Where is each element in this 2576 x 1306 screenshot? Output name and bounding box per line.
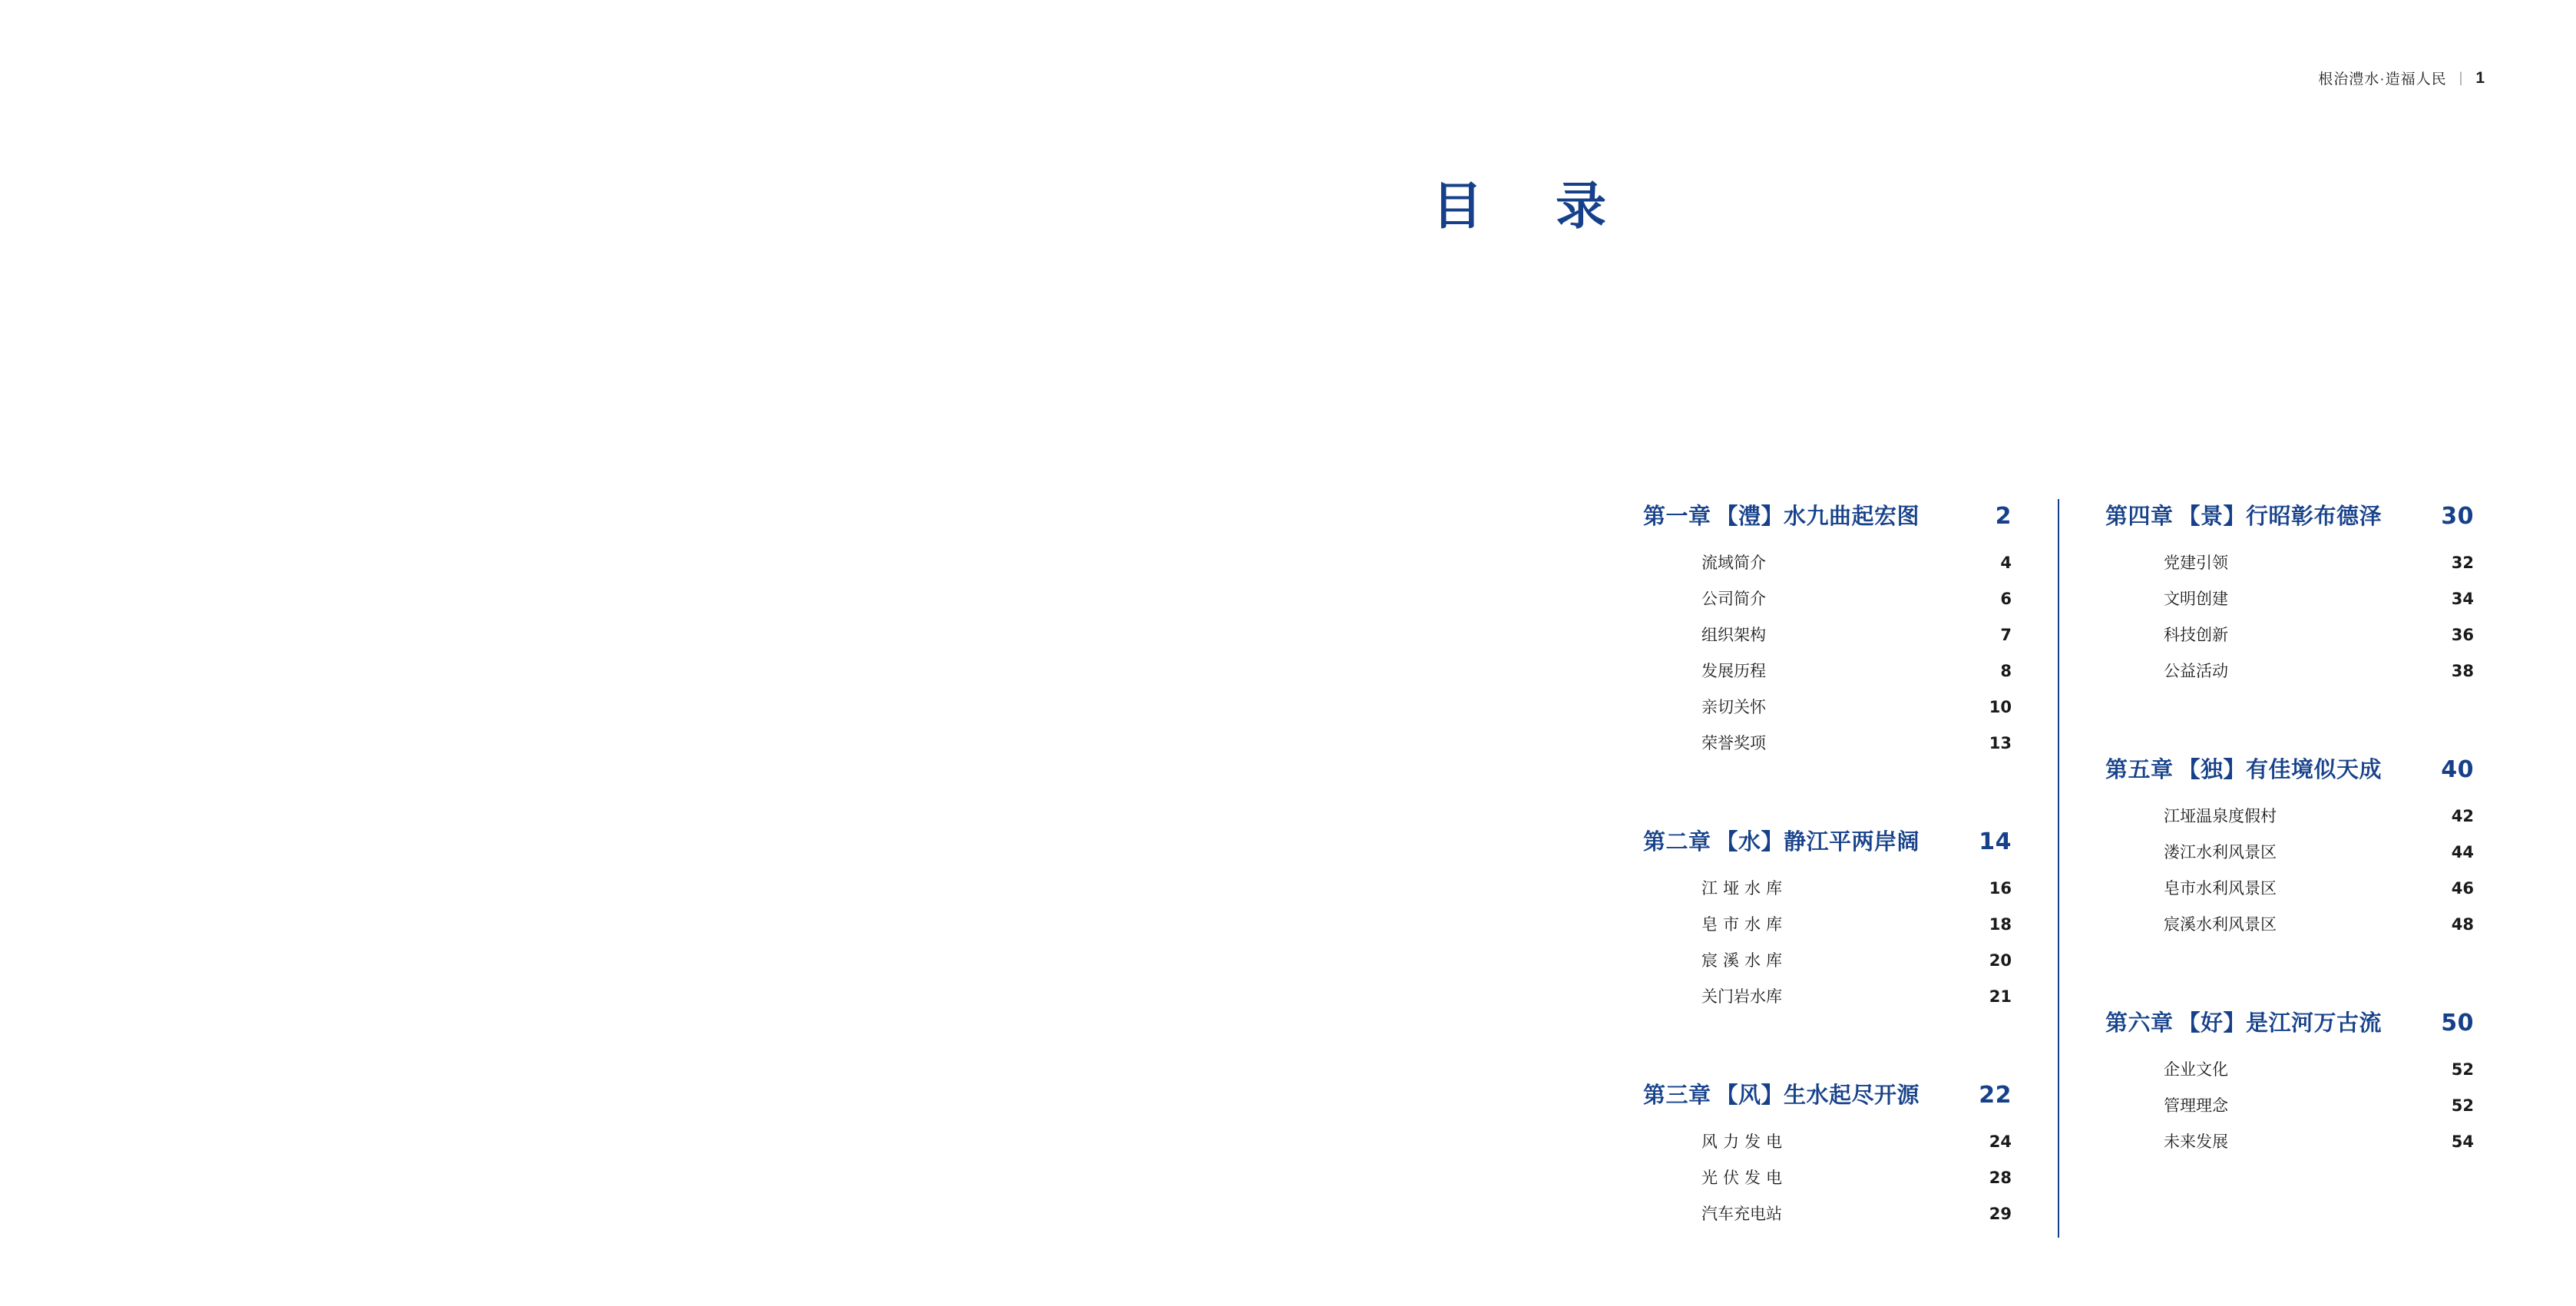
toc-entry-page: 34 bbox=[2451, 590, 2474, 608]
toc-chapter[interactable] bbox=[1643, 825, 2012, 1007]
toc-entry-list bbox=[1643, 1129, 2012, 1225]
chapter-title: 【好】是江河万古流 bbox=[2178, 1010, 2383, 1036]
toc-entry-label: 荣誉奖项 bbox=[1701, 734, 1766, 752]
toc-entry[interactable] bbox=[1701, 731, 2012, 754]
chapter-page-number: 50 bbox=[2441, 1010, 2474, 1037]
chapter-number: 第一章 bbox=[1643, 503, 1711, 529]
running-header-page-number: 1 bbox=[2475, 68, 2485, 87]
toc-entry[interactable] bbox=[2164, 587, 2474, 610]
toc-entry-label: 管理理念 bbox=[2164, 1096, 2228, 1115]
chapter-title: 【独】有佳境似天成 bbox=[2178, 756, 2383, 782]
toc-entry-label: 皂市水库 bbox=[1701, 915, 1787, 934]
toc-chapter-heading[interactable] bbox=[1643, 499, 2012, 531]
toc-entry-page: 42 bbox=[2451, 807, 2474, 825]
toc-entry[interactable] bbox=[2164, 1129, 2474, 1152]
toc-entry-label: 亲切关怀 bbox=[1701, 698, 1766, 716]
toc-entry-list bbox=[2105, 804, 2474, 935]
running-header bbox=[2318, 68, 2485, 88]
toc-entry[interactable] bbox=[1701, 876, 2012, 899]
toc-chapter[interactable] bbox=[2105, 1006, 2474, 1152]
toc-entry-label: 汽车充电站 bbox=[1701, 1205, 1782, 1223]
toc-entry[interactable] bbox=[1701, 623, 2012, 646]
toc-entry-label: 党建引领 bbox=[2164, 554, 2228, 572]
chapter-page-number: 2 bbox=[1995, 503, 2012, 530]
toc-column-right bbox=[2058, 499, 2474, 1238]
toc-entry[interactable] bbox=[1701, 1202, 2012, 1225]
toc-entry-page: 8 bbox=[2000, 662, 2012, 680]
toc-chapter-heading[interactable] bbox=[2105, 499, 2474, 531]
toc-entry-page: 29 bbox=[1989, 1205, 2012, 1223]
toc-entry-page: 16 bbox=[1989, 879, 2012, 898]
toc-entry-page: 46 bbox=[2451, 879, 2474, 898]
toc-entry-label: 公司简介 bbox=[1701, 590, 1766, 608]
toc-entry-label: 科技创新 bbox=[2164, 626, 2228, 644]
toc-entry-label: 关门岩水库 bbox=[1701, 987, 1782, 1006]
toc-entry-page: 13 bbox=[1989, 734, 2012, 752]
toc-entry-page: 48 bbox=[2451, 915, 2474, 934]
toc-chapter[interactable] bbox=[1643, 499, 2012, 754]
toc-entry-page: 7 bbox=[2000, 626, 2012, 644]
toc-entry-page: 38 bbox=[2451, 662, 2474, 680]
toc-entry-page: 44 bbox=[2451, 843, 2474, 861]
toc-entry[interactable] bbox=[1701, 984, 2012, 1007]
toc-entry[interactable] bbox=[1701, 912, 2012, 935]
toc-entry-label: 宸溪水库 bbox=[1701, 951, 1787, 970]
chapter-title: 【水】静江平两岸阔 bbox=[1715, 828, 1920, 855]
chapter-title: 【澧】水九曲起宏图 bbox=[1715, 503, 1920, 529]
toc-entry-label: 企业文化 bbox=[2164, 1060, 2228, 1079]
toc-entry[interactable] bbox=[2164, 1057, 2474, 1080]
toc-columns bbox=[1643, 499, 2503, 1238]
toc-entry-label: 皂市水利风景区 bbox=[2164, 879, 2277, 898]
chapter-page-number: 30 bbox=[2441, 503, 2474, 530]
running-header-text: 根治澧水·造福人民 bbox=[2318, 71, 2447, 88]
toc-entry-label: 发展历程 bbox=[1701, 662, 1766, 680]
toc-entry[interactable] bbox=[1701, 1129, 2012, 1152]
toc-entry[interactable] bbox=[2164, 912, 2474, 935]
chapter-number: 第四章 bbox=[2105, 503, 2174, 529]
toc-chapter-heading[interactable] bbox=[1643, 1078, 2012, 1109]
toc-entry[interactable] bbox=[1701, 1165, 2012, 1189]
toc-entry[interactable] bbox=[1701, 695, 2012, 718]
toc-entry-page: 20 bbox=[1989, 951, 2012, 970]
toc-entry-page: 18 bbox=[1989, 915, 2012, 934]
chapter-number: 第五章 bbox=[2105, 756, 2174, 782]
toc-entry-label: 光伏发电 bbox=[1701, 1169, 1787, 1187]
toc-entry[interactable] bbox=[2164, 551, 2474, 574]
toc-entry[interactable] bbox=[1701, 948, 2012, 971]
toc-chapter-heading[interactable] bbox=[2105, 1006, 2474, 1037]
toc-entry-label: 文明创建 bbox=[2164, 590, 2228, 608]
toc-chapter[interactable] bbox=[2105, 752, 2474, 935]
toc-entry-page: 54 bbox=[2451, 1132, 2474, 1151]
toc-entry-page: 32 bbox=[2451, 554, 2474, 572]
toc-entry-list bbox=[1643, 551, 2012, 754]
toc-entry-page: 4 bbox=[2000, 554, 2012, 572]
chapter-title: 【风】生水起尽开源 bbox=[1715, 1082, 1920, 1108]
toc-entry-label: 组织架构 bbox=[1701, 626, 1766, 644]
toc-chapter-heading[interactable] bbox=[1643, 825, 2012, 856]
toc-entry-page: 10 bbox=[1989, 698, 2012, 716]
toc-entry[interactable] bbox=[2164, 804, 2474, 827]
toc-entry-page: 6 bbox=[2000, 590, 2012, 608]
toc-entry-page: 36 bbox=[2451, 626, 2474, 644]
toc-entry[interactable] bbox=[2164, 876, 2474, 899]
chapter-page-number: 40 bbox=[2441, 756, 2474, 783]
toc-chapter[interactable] bbox=[2105, 499, 2474, 682]
chapter-number: 第二章 bbox=[1643, 828, 1711, 855]
toc-entry-label: 溇江水利风景区 bbox=[2164, 843, 2277, 861]
toc-chapter[interactable] bbox=[1643, 1078, 2012, 1225]
toc-entry[interactable] bbox=[2164, 623, 2474, 646]
toc-chapter-heading[interactable] bbox=[2105, 752, 2474, 784]
toc-column-left bbox=[1643, 499, 2058, 1238]
toc-entry-list bbox=[2105, 551, 2474, 682]
toc-entry-page: 24 bbox=[1989, 1132, 2012, 1151]
toc-entry-label: 江垭温泉度假村 bbox=[2164, 807, 2277, 825]
toc-entry[interactable] bbox=[1701, 659, 2012, 682]
toc-entry[interactable] bbox=[1701, 551, 2012, 574]
toc-entry-label: 江垭水库 bbox=[1701, 879, 1787, 898]
page-title: 目 录 bbox=[1432, 177, 1634, 236]
chapter-page-number: 22 bbox=[1979, 1082, 2012, 1109]
toc-entry[interactable] bbox=[1701, 587, 2012, 610]
toc-entry[interactable] bbox=[2164, 659, 2474, 682]
toc-entry[interactable] bbox=[2164, 1093, 2474, 1116]
toc-entry-page: 52 bbox=[2451, 1096, 2474, 1115]
toc-entry-label: 公益活动 bbox=[2164, 662, 2228, 680]
toc-entry-page: 21 bbox=[1989, 987, 2012, 1006]
running-header-separator: | bbox=[2459, 70, 2464, 85]
chapter-number: 第三章 bbox=[1643, 1082, 1711, 1108]
chapter-page-number: 14 bbox=[1979, 828, 2012, 855]
toc-entry-page: 28 bbox=[1989, 1169, 2012, 1187]
toc-entry-list bbox=[2105, 1057, 2474, 1152]
toc-entry-label: 未来发展 bbox=[2164, 1132, 2228, 1151]
toc-entry[interactable] bbox=[2164, 840, 2474, 863]
toc-entry-label: 宸溪水利风景区 bbox=[2164, 915, 2277, 934]
chapter-title: 【景】行昭彰布德泽 bbox=[2178, 503, 2383, 529]
toc-entry-list bbox=[1643, 876, 2012, 1007]
toc-entry-label: 风力发电 bbox=[1701, 1132, 1787, 1151]
toc-entry-label: 流域简介 bbox=[1701, 554, 1766, 572]
chapter-number: 第六章 bbox=[2105, 1010, 2174, 1036]
toc-entry-page: 52 bbox=[2451, 1060, 2474, 1079]
